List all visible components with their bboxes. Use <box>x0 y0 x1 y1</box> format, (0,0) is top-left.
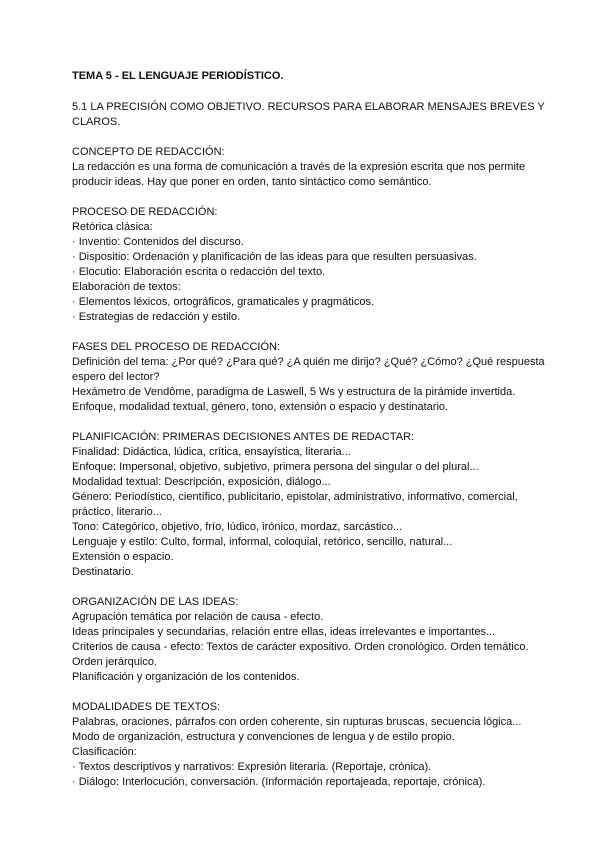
paragraph-line: Agrupación temática por relación de causa - efecto. <box>72 611 324 623</box>
section-heading: FASES DEL PROCESO DE REDACCIÓN: <box>72 341 281 353</box>
paragraph-line: Modo de organización, estructura y convenciones de lengua y de estilo propio. <box>72 731 455 743</box>
section-subtitle: 5.1 LA PRECISIÓN COMO OBJETIVO. RECURSOS PARA ELABORAR MENSAJES BREVES Y CLAROS. <box>72 101 545 128</box>
list-item: · Textos descriptivos y narrativos: Expresión literaria. (Reportaje, crónica). <box>72 761 432 773</box>
section-heading: PROCESO DE REDACCIÓN: <box>72 206 218 218</box>
paragraph-line: Ideas principales y secundarias, relación entre ellas, ideas irrelevantes e importantes... <box>72 626 496 638</box>
section-heading: MODALIDADES DE TEXTOS: <box>72 701 221 713</box>
paragraph-line: Enfoque, modalidad textual, género, tono, extensión o espacio y destinatario. <box>72 401 449 413</box>
list-item: · Dispositio: Ordenación y planificación de las ideas para que resulten persuasivas. <box>72 251 477 263</box>
section-fases <box>72 340 560 415</box>
paragraph-line: Modalidad textual: Descripción, exposición, diálogo... <box>72 476 331 488</box>
paragraph-line: Clasificación: <box>72 746 137 758</box>
paragraph-line: Definición del tema: ¿Por qué? ¿Para qué? ¿A quién me dirijo? ¿Qué? ¿Cómo? ¿Qué respuesta espero del lector? <box>72 356 545 383</box>
paragraph-line: La redacción es una forma de comunicación a través de la expresión escrita que nos permite producir ideas. Hay que poner en orden, tanto sintáctico como semántico. <box>72 161 526 188</box>
paragraph-line: Destinatario. <box>72 566 134 578</box>
paragraph-line: Elaboración de textos: <box>72 281 181 293</box>
document-title: TEMA 5 - EL LENGUAJE PERIODÍSTICO. <box>72 70 284 82</box>
section-organizacion <box>72 595 560 685</box>
section-heading: CONCEPTO DE REDACCIÓN: <box>72 146 225 158</box>
paragraph-line: Género: Periodístico, científico, publicitario, epistolar, administrativo, informativo, comercial, práctico, literario... <box>72 491 518 518</box>
paragraph-line: Palabras, oraciones, párrafos con orden coherente, sin rupturas bruscas, secuencia lógica... <box>72 716 522 728</box>
paragraph-line: Planificación y organización de los contenidos. <box>72 671 300 683</box>
paragraph-line: Lenguaje y estilo: Culto, formal, informal, coloquial, retórico, sencillo, natural... <box>72 536 453 548</box>
list-item: · Estrategias de redacción y estilo. <box>72 311 241 323</box>
paragraph-line: Enfoque: Impersonal, objetivo, subjetivo, primera persona del singular o del plural... <box>72 461 479 473</box>
section-concepto <box>72 145 560 190</box>
list-item: · Inventio: Contenidos del discurso. <box>72 236 244 248</box>
paragraph-line: Finalidad: Didáctica, lúdica, crítica, ensayística, literaria... <box>72 446 351 458</box>
section-planificacion <box>72 430 560 580</box>
section-heading: ORGANIZACIÓN DE LAS IDEAS: <box>72 596 239 608</box>
section-modalidades <box>72 700 560 790</box>
section-heading: PLANIFICACIÓN: PRIMERAS DECISIONES ANTES DE REDACTAR: <box>72 431 415 443</box>
list-item: · Diálogo: Interlocución, conversación. (Información reportajeada, reportaje, crónica). <box>72 776 486 788</box>
section-proceso <box>72 205 560 325</box>
paragraph-line: Hexámetro de Vendôme, paradigma de Laswell, 5 Ws y estructura de la pirámide invertida. <box>72 386 516 398</box>
paragraph-line: Criterios de causa - efecto: Textos de carácter expositivo. Orden cronológico. Orden temático. Orden jerárquico. <box>72 641 529 668</box>
list-item: · Elementos léxicos, ortográficos, gramaticales y pragmáticos. <box>72 296 375 308</box>
paragraph-line: Extensión o espacio. <box>72 551 174 563</box>
paragraph-line: Tono: Categórico, objetivo, frío, lúdico, irónico, mordaz, sarcástico... <box>72 521 403 533</box>
list-item: · Elocutio: Elaboración escrita o redacción del texto. <box>72 266 326 278</box>
paragraph-line: Retórica clásica: <box>72 221 153 233</box>
